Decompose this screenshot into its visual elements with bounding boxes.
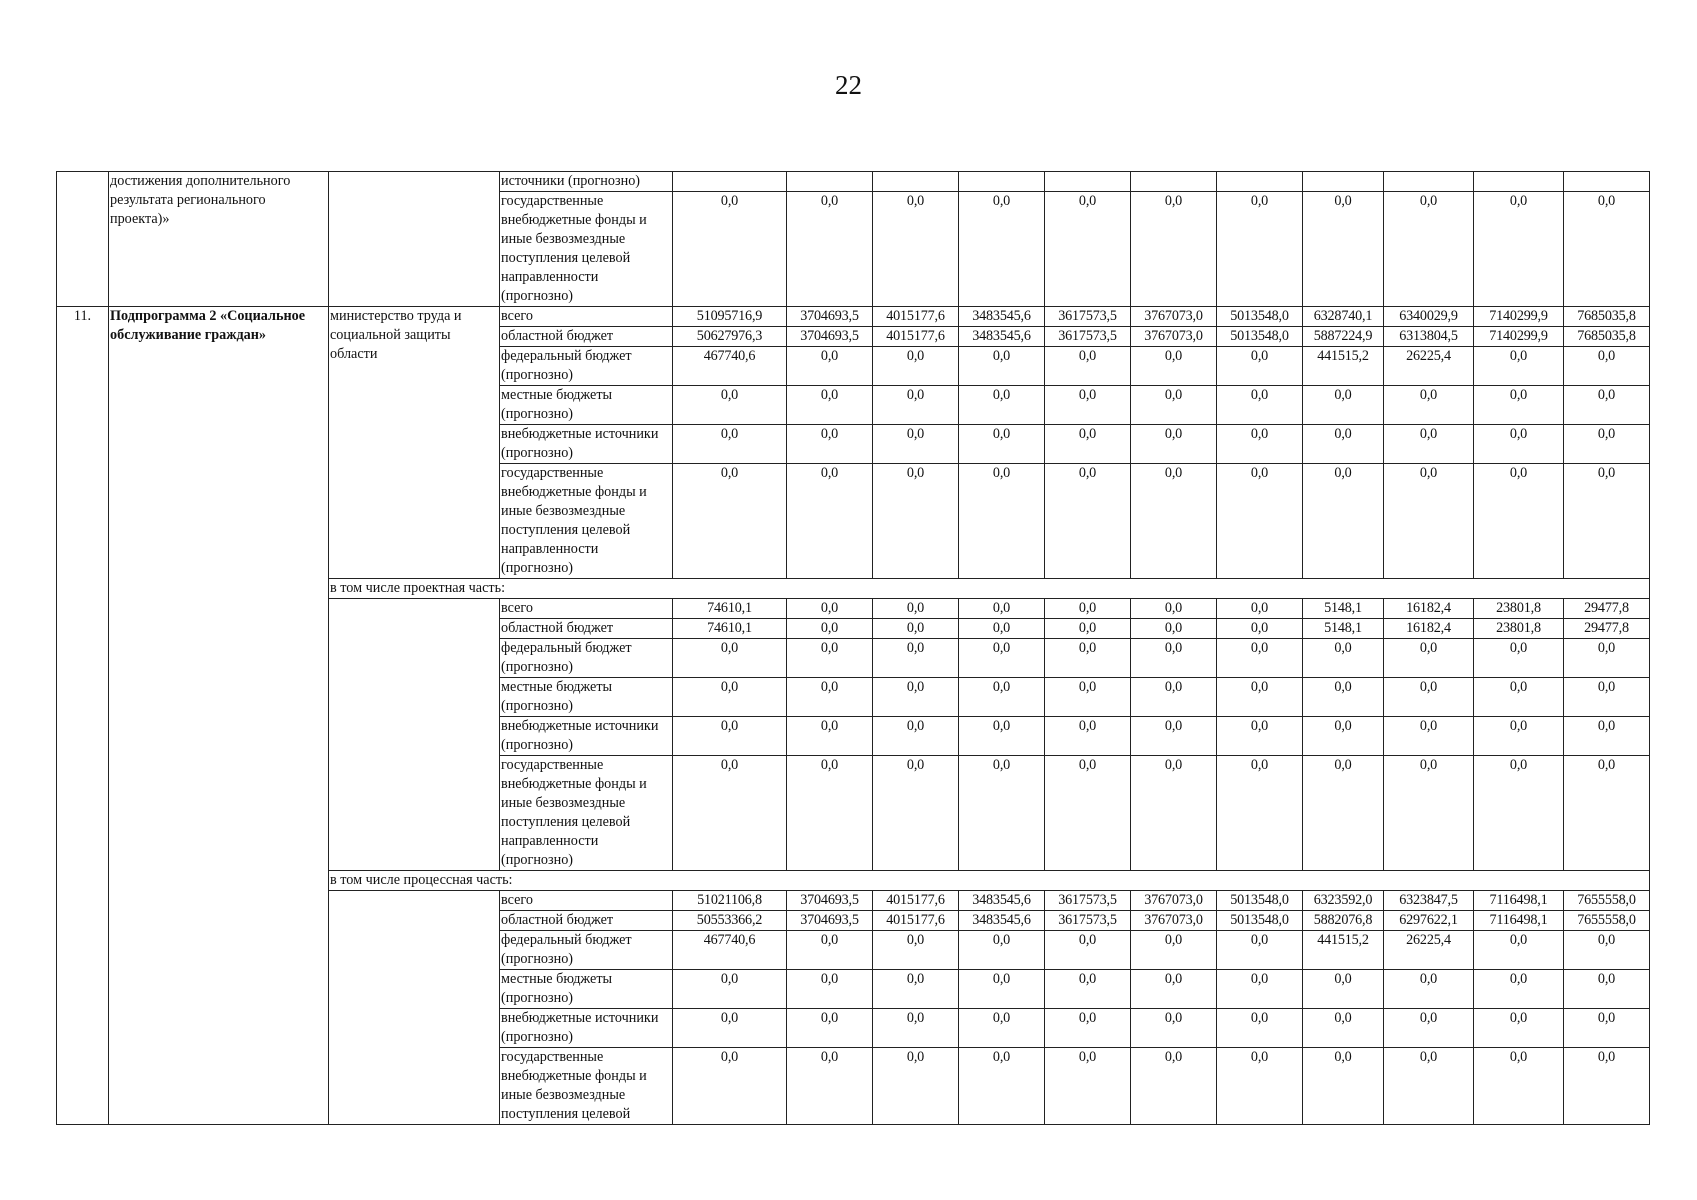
source-cell: внебюджетные источники (прогнозно): [500, 1009, 673, 1048]
value-cell: 0,0: [787, 192, 873, 307]
value-cell: 0,0: [787, 970, 873, 1009]
source-cell: федеральный бюджет (прогнозно): [500, 347, 673, 386]
value-cell: 467740,6: [673, 931, 787, 970]
value-cell: [787, 172, 873, 192]
section-label: в том числе процессная часть:: [329, 871, 1650, 891]
value-cell: 0,0: [787, 599, 873, 619]
value-cell: 6313804,5: [1384, 327, 1474, 347]
value-cell: 0,0: [1217, 1048, 1303, 1125]
value-cell: 0,0: [673, 386, 787, 425]
value-cell: 6328740,1: [1303, 307, 1384, 327]
value-cell: 7116498,1: [1474, 891, 1564, 911]
subprogram-title-cell: Подпрограмма 2 «Социальное обслуживание граждан»: [109, 307, 329, 1125]
section-label: в том числе проектная часть:: [329, 579, 1650, 599]
table-row: [57, 172, 1650, 192]
value-cell: 0,0: [1217, 1009, 1303, 1048]
value-cell: 0,0: [873, 347, 959, 386]
value-cell: 0,0: [1303, 756, 1384, 871]
value-cell: 0,0: [1217, 386, 1303, 425]
value-cell: 0,0: [1131, 756, 1217, 871]
value-cell: 0,0: [873, 192, 959, 307]
value-cell: 0,0: [1474, 464, 1564, 579]
value-cell: 0,0: [873, 931, 959, 970]
value-cell: 0,0: [673, 1048, 787, 1125]
value-cell: 0,0: [673, 464, 787, 579]
value-cell: 0,0: [1564, 678, 1650, 717]
value-cell: 5013548,0: [1217, 327, 1303, 347]
value-cell: 0,0: [787, 931, 873, 970]
value-cell: 0,0: [1303, 464, 1384, 579]
value-cell: 0,0: [959, 386, 1045, 425]
value-cell: 3704693,5: [787, 327, 873, 347]
value-cell: [1384, 172, 1474, 192]
value-cell: 0,0: [787, 425, 873, 464]
value-cell: 4015177,6: [873, 307, 959, 327]
source-cell: внебюджетные источники (прогнозно): [500, 425, 673, 464]
value-cell: 0,0: [873, 1048, 959, 1125]
value-cell: 0,0: [1564, 425, 1650, 464]
value-cell: 0,0: [1131, 425, 1217, 464]
program-name-cell: достижения дополнительного результата регионального проекта)»: [109, 172, 329, 307]
value-cell: 0,0: [1131, 1009, 1217, 1048]
value-cell: 0,0: [787, 717, 873, 756]
value-cell: 0,0: [1217, 639, 1303, 678]
value-cell: [873, 172, 959, 192]
value-cell: 7685035,8: [1564, 307, 1650, 327]
value-cell: [1564, 172, 1650, 192]
value-cell: 5013548,0: [1217, 911, 1303, 931]
value-cell: 0,0: [787, 386, 873, 425]
value-cell: [1474, 172, 1564, 192]
value-cell: 0,0: [1131, 639, 1217, 678]
value-cell: 0,0: [1564, 639, 1650, 678]
source-cell: государственные внебюджетные фонды и иные безвозмездные поступления целевой направленности (прогнозно): [500, 192, 673, 307]
value-cell: 23801,8: [1474, 619, 1564, 639]
value-cell: 0,0: [1045, 425, 1131, 464]
value-cell: 0,0: [1131, 386, 1217, 425]
value-cell: 7140299,9: [1474, 327, 1564, 347]
source-cell: областной бюджет: [500, 327, 673, 347]
value-cell: [959, 172, 1045, 192]
value-cell: 0,0: [1045, 931, 1131, 970]
value-cell: 0,0: [1045, 619, 1131, 639]
value-cell: 0,0: [1564, 347, 1650, 386]
value-cell: 16182,4: [1384, 599, 1474, 619]
value-cell: 0,0: [1384, 386, 1474, 425]
value-cell: 0,0: [1045, 347, 1131, 386]
value-cell: 0,0: [959, 425, 1045, 464]
value-cell: 0,0: [1384, 192, 1474, 307]
value-cell: 0,0: [1131, 464, 1217, 579]
value-cell: 0,0: [1564, 192, 1650, 307]
page-number: 22: [835, 70, 862, 100]
value-cell: 0,0: [1045, 639, 1131, 678]
value-cell: 3483545,6: [959, 911, 1045, 931]
value-cell: 4015177,6: [873, 911, 959, 931]
value-cell: 23801,8: [1474, 599, 1564, 619]
value-cell: 0,0: [959, 619, 1045, 639]
value-cell: 0,0: [1217, 192, 1303, 307]
value-cell: 0,0: [1303, 639, 1384, 678]
value-cell: 0,0: [1045, 1048, 1131, 1125]
value-cell: 50627976,3: [673, 327, 787, 347]
value-cell: 0,0: [673, 678, 787, 717]
value-cell: 0,0: [1564, 386, 1650, 425]
value-cell: 0,0: [673, 425, 787, 464]
value-cell: 0,0: [1384, 1009, 1474, 1048]
source-cell: местные бюджеты (прогнозно): [500, 970, 673, 1009]
source-cell: местные бюджеты (прогнозно): [500, 386, 673, 425]
value-cell: 16182,4: [1384, 619, 1474, 639]
value-cell: 0,0: [673, 639, 787, 678]
value-cell: 0,0: [1303, 1048, 1384, 1125]
value-cell: 29477,8: [1564, 619, 1650, 639]
value-cell: 0,0: [1384, 756, 1474, 871]
value-cell: 3767073,0: [1131, 911, 1217, 931]
value-cell: 0,0: [787, 1009, 873, 1048]
value-cell: 0,0: [787, 756, 873, 871]
value-cell: [1131, 172, 1217, 192]
value-cell: 0,0: [1045, 1009, 1131, 1048]
value-cell: 5887224,9: [1303, 327, 1384, 347]
value-cell: 26225,4: [1384, 347, 1474, 386]
value-cell: 0,0: [1384, 970, 1474, 1009]
row-number-cell: 11.: [57, 307, 109, 1125]
source-cell: областной бюджет: [500, 911, 673, 931]
value-cell: 0,0: [1474, 717, 1564, 756]
value-cell: 0,0: [873, 756, 959, 871]
value-cell: 0,0: [1474, 931, 1564, 970]
value-cell: 0,0: [1474, 756, 1564, 871]
value-cell: 3704693,5: [787, 911, 873, 931]
value-cell: 0,0: [1303, 717, 1384, 756]
value-cell: 7116498,1: [1474, 911, 1564, 931]
value-cell: 3617573,5: [1045, 911, 1131, 931]
value-cell: 0,0: [1045, 386, 1131, 425]
value-cell: 0,0: [873, 970, 959, 1009]
value-cell: 0,0: [1131, 192, 1217, 307]
value-cell: 0,0: [1564, 717, 1650, 756]
value-cell: 0,0: [1564, 464, 1650, 579]
value-cell: 0,0: [673, 756, 787, 871]
value-cell: 0,0: [673, 1009, 787, 1048]
value-cell: 4015177,6: [873, 891, 959, 911]
value-cell: 0,0: [873, 619, 959, 639]
value-cell: 0,0: [1045, 192, 1131, 307]
value-cell: 0,0: [1131, 931, 1217, 970]
value-cell: 0,0: [1474, 425, 1564, 464]
executor-cell: министерство труда и социальной защиты области: [329, 307, 500, 579]
value-cell: 0,0: [1045, 717, 1131, 756]
value-cell: 0,0: [1474, 678, 1564, 717]
value-cell: [1303, 172, 1384, 192]
value-cell: 0,0: [1564, 756, 1650, 871]
value-cell: 29477,8: [1564, 599, 1650, 619]
value-cell: 5882076,8: [1303, 911, 1384, 931]
value-cell: 0,0: [787, 464, 873, 579]
value-cell: 0,0: [873, 425, 959, 464]
executor-cell: [329, 599, 500, 871]
value-cell: 0,0: [673, 970, 787, 1009]
value-cell: 3767073,0: [1131, 307, 1217, 327]
value-cell: 0,0: [1384, 717, 1474, 756]
value-cell: 0,0: [1474, 192, 1564, 307]
value-cell: [1217, 172, 1303, 192]
source-cell: местные бюджеты (прогнозно): [500, 678, 673, 717]
value-cell: 0,0: [1303, 386, 1384, 425]
value-cell: 3767073,0: [1131, 891, 1217, 911]
value-cell: 0,0: [1564, 970, 1650, 1009]
source-cell: всего: [500, 307, 673, 327]
table-row: [57, 307, 1650, 327]
value-cell: 50553366,2: [673, 911, 787, 931]
value-cell: 0,0: [1384, 425, 1474, 464]
value-cell: 3767073,0: [1131, 327, 1217, 347]
value-cell: 51095716,9: [673, 307, 787, 327]
value-cell: 3617573,5: [1045, 327, 1131, 347]
value-cell: 3483545,6: [959, 891, 1045, 911]
value-cell: 0,0: [1564, 1048, 1650, 1125]
source-cell: всего: [500, 891, 673, 911]
value-cell: 0,0: [1217, 425, 1303, 464]
value-cell: 74610,1: [673, 599, 787, 619]
value-cell: 0,0: [1131, 619, 1217, 639]
value-cell: 0,0: [873, 599, 959, 619]
value-cell: 0,0: [1384, 678, 1474, 717]
value-cell: 0,0: [1384, 464, 1474, 579]
source-cell: федеральный бюджет (прогнозно): [500, 931, 673, 970]
value-cell: 51021106,8: [673, 891, 787, 911]
value-cell: 0,0: [1045, 678, 1131, 717]
value-cell: 0,0: [1131, 970, 1217, 1009]
value-cell: 0,0: [1474, 970, 1564, 1009]
value-cell: [1045, 172, 1131, 192]
value-cell: 0,0: [873, 1009, 959, 1048]
value-cell: 0,0: [1564, 931, 1650, 970]
source-cell: федеральный бюджет (прогнозно): [500, 639, 673, 678]
value-cell: 0,0: [873, 639, 959, 678]
value-cell: 0,0: [959, 970, 1045, 1009]
executor-cell: [329, 172, 500, 307]
value-cell: 0,0: [1131, 599, 1217, 619]
value-cell: 0,0: [1384, 1048, 1474, 1125]
value-cell: 0,0: [1474, 347, 1564, 386]
value-cell: 4015177,6: [873, 327, 959, 347]
value-cell: 0,0: [1474, 1009, 1564, 1048]
value-cell: 0,0: [1474, 639, 1564, 678]
value-cell: 0,0: [1303, 192, 1384, 307]
value-cell: 0,0: [1303, 1009, 1384, 1048]
value-cell: 0,0: [873, 464, 959, 579]
value-cell: 6323847,5: [1384, 891, 1474, 911]
value-cell: 0,0: [1217, 619, 1303, 639]
value-cell: 0,0: [1564, 1009, 1650, 1048]
value-cell: 0,0: [1131, 1048, 1217, 1125]
value-cell: 3483545,6: [959, 307, 1045, 327]
value-cell: 0,0: [959, 639, 1045, 678]
value-cell: 0,0: [787, 1048, 873, 1125]
value-cell: 0,0: [1131, 717, 1217, 756]
value-cell: 0,0: [1303, 970, 1384, 1009]
value-cell: 0,0: [873, 386, 959, 425]
value-cell: 6340029,9: [1384, 307, 1474, 327]
value-cell: 0,0: [787, 678, 873, 717]
value-cell: 467740,6: [673, 347, 787, 386]
value-cell: 0,0: [1217, 717, 1303, 756]
budget-table: [56, 171, 1650, 1125]
value-cell: 0,0: [1303, 425, 1384, 464]
value-cell: 0,0: [873, 717, 959, 756]
value-cell: 0,0: [1303, 678, 1384, 717]
value-cell: 0,0: [959, 347, 1045, 386]
value-cell: 6323592,0: [1303, 891, 1384, 911]
source-cell: государственные внебюджетные фонды и иные безвозмездные поступления целевой направленности (прогнозно): [500, 464, 673, 579]
source-cell: внебюджетные источники (прогнозно): [500, 717, 673, 756]
value-cell: 0,0: [959, 931, 1045, 970]
value-cell: 74610,1: [673, 619, 787, 639]
value-cell: 0,0: [959, 599, 1045, 619]
value-cell: 0,0: [1217, 931, 1303, 970]
value-cell: 0,0: [1217, 970, 1303, 1009]
value-cell: 0,0: [1217, 756, 1303, 871]
value-cell: 0,0: [959, 1048, 1045, 1125]
executor-cell: [329, 891, 500, 1125]
value-cell: 5148,1: [1303, 619, 1384, 639]
source-cell: всего: [500, 599, 673, 619]
value-cell: 5013548,0: [1217, 307, 1303, 327]
value-cell: 3704693,5: [787, 307, 873, 327]
value-cell: 0,0: [1217, 464, 1303, 579]
value-cell: 0,0: [787, 639, 873, 678]
value-cell: 0,0: [1045, 464, 1131, 579]
value-cell: 0,0: [1131, 347, 1217, 386]
value-cell: 7685035,8: [1564, 327, 1650, 347]
value-cell: 7655558,0: [1564, 891, 1650, 911]
value-cell: 0,0: [959, 678, 1045, 717]
value-cell: 0,0: [787, 347, 873, 386]
value-cell: 0,0: [959, 192, 1045, 307]
value-cell: 7140299,9: [1474, 307, 1564, 327]
value-cell: 0,0: [1474, 386, 1564, 425]
value-cell: 5013548,0: [1217, 891, 1303, 911]
value-cell: 0,0: [1474, 1048, 1564, 1125]
value-cell: 6297622,1: [1384, 911, 1474, 931]
value-cell: 5148,1: [1303, 599, 1384, 619]
value-cell: 0,0: [1217, 599, 1303, 619]
value-cell: 0,0: [959, 1009, 1045, 1048]
value-cell: 0,0: [673, 717, 787, 756]
value-cell: 7655558,0: [1564, 911, 1650, 931]
value-cell: 0,0: [1045, 599, 1131, 619]
value-cell: 0,0: [787, 619, 873, 639]
value-cell: 3483545,6: [959, 327, 1045, 347]
value-cell: 0,0: [1217, 678, 1303, 717]
value-cell: 3617573,5: [1045, 891, 1131, 911]
source-cell: государственные внебюджетные фонды и иные безвозмездные поступления целевой: [500, 1048, 673, 1125]
source-cell: источники (прогнозно): [500, 172, 673, 192]
value-cell: 26225,4: [1384, 931, 1474, 970]
value-cell: 441515,2: [1303, 931, 1384, 970]
value-cell: 0,0: [673, 192, 787, 307]
row-number-cell: [57, 172, 109, 307]
source-cell: областной бюджет: [500, 619, 673, 639]
source-cell: государственные внебюджетные фонды и иные безвозмездные поступления целевой направленности (прогнозно): [500, 756, 673, 871]
value-cell: 0,0: [959, 464, 1045, 579]
value-cell: 3617573,5: [1045, 307, 1131, 327]
value-cell: 0,0: [873, 678, 959, 717]
value-cell: 0,0: [959, 717, 1045, 756]
value-cell: 0,0: [1045, 756, 1131, 871]
value-cell: 0,0: [959, 756, 1045, 871]
value-cell: 0,0: [1131, 678, 1217, 717]
value-cell: 441515,2: [1303, 347, 1384, 386]
value-cell: 0,0: [1045, 970, 1131, 1009]
value-cell: 0,0: [1384, 639, 1474, 678]
value-cell: 3704693,5: [787, 891, 873, 911]
value-cell: 0,0: [1217, 347, 1303, 386]
value-cell: [673, 172, 787, 192]
